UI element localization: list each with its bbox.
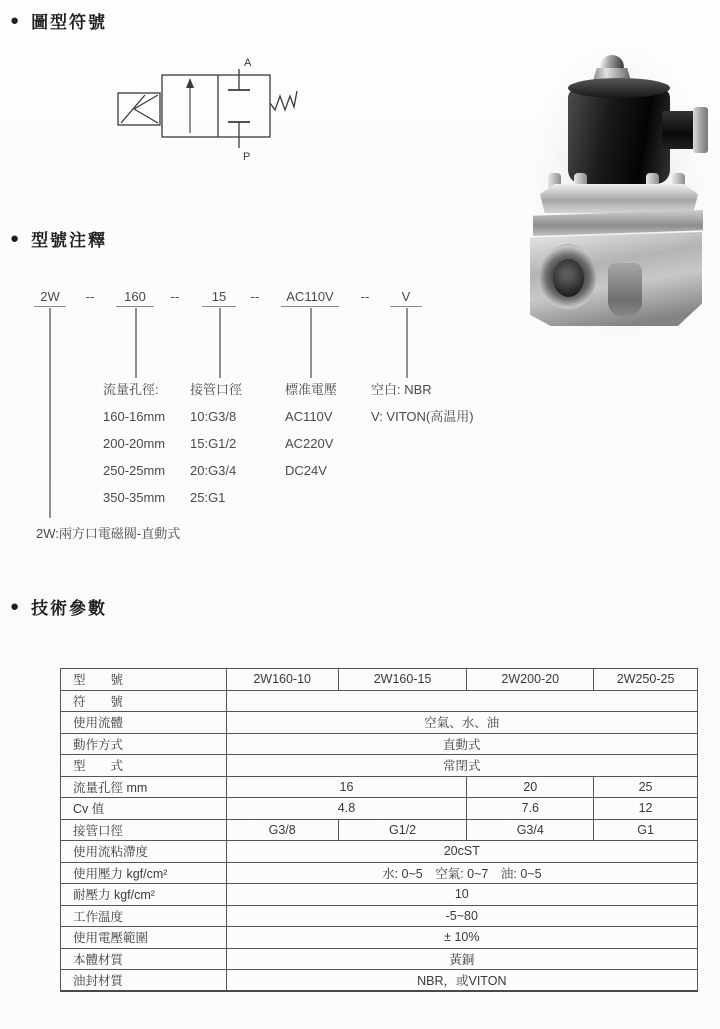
table-row [61, 798, 698, 820]
port-a-label: A [244, 57, 252, 69]
spec-row-label: 流量孔徑 mm [61, 776, 227, 798]
table-row [61, 690, 698, 712]
spec-row-label: 本體材質 [61, 948, 227, 970]
spec-cell: G3/4 [467, 819, 594, 841]
legend-header: 接管口徑 [190, 382, 243, 397]
valve-bonnet [540, 184, 698, 213]
spec-cell: 2W160-10 [226, 669, 338, 691]
cable-gland-cap [693, 107, 708, 153]
spec-row-label: 型 號 [61, 669, 227, 691]
model-part-orifice: 160 [116, 289, 154, 307]
threaded-port-bore [553, 259, 584, 297]
spec-row-label: 耐壓力 kgf/cm² [61, 884, 227, 906]
legend-item: 25:G1 [190, 490, 226, 505]
spec-cell: 10 [226, 884, 697, 906]
legend-header: 標准電壓 [285, 382, 338, 397]
model-part-port: 15 [202, 289, 236, 307]
legend-item: 20:G3/4 [190, 463, 237, 478]
schematic-svg [100, 45, 330, 175]
table-row [61, 819, 698, 841]
legend-header: 流量孔徑: [103, 382, 159, 397]
spec-cell: 直動式 [226, 733, 697, 755]
spec-cell: 12 [594, 798, 698, 820]
model-part-2w: 2W [34, 289, 66, 307]
spec-cell: 20 [467, 776, 594, 798]
table-row [61, 905, 698, 927]
spec-table [60, 668, 698, 992]
spec-row-label: 型 式 [61, 755, 227, 777]
section-title-text: 圖型符號 [31, 13, 108, 32]
legend-item: AC110V [285, 409, 333, 424]
spec-cell: 7.6 [467, 798, 594, 820]
legend-item: 160-16mm [103, 409, 166, 424]
model-separator: -- [85, 289, 95, 304]
spec-cell: 黃銅 [226, 948, 697, 970]
table-row [61, 755, 698, 777]
spec-row-label: 使用流體 [61, 712, 227, 734]
connector-line [219, 308, 221, 378]
model-code-footnote: 2W:兩方口電磁閥-直動式 [36, 526, 181, 541]
model-separator: -- [250, 289, 260, 304]
spec-row-label: 動作方式 [61, 733, 227, 755]
section-title-text: 型號注釋 [31, 231, 108, 250]
spec-row-label: 接管口徑 [61, 819, 227, 841]
model-part-seal: V [390, 289, 422, 307]
spec-cell: 4.8 [226, 798, 467, 820]
spec-cell: 水: 0~5 空氣: 0~7 油: 0~5 [226, 862, 697, 884]
spec-cell: G1 [594, 819, 698, 841]
spring-symbol [270, 91, 297, 110]
spec-row-label: Cv 值 [61, 798, 227, 820]
spec-row-label: 使用流粘滯度 [61, 841, 227, 863]
valve-body-symbol [162, 75, 270, 137]
section-title-text: 技術參數 [31, 599, 108, 618]
model-separator: -- [170, 289, 180, 304]
connector-line [310, 308, 312, 378]
spec-cell: 空氣、水、油 [226, 712, 697, 734]
model-part-voltage: AC110V [281, 289, 339, 307]
legend-item: 250-25mm [103, 463, 166, 478]
table-row [61, 733, 698, 755]
spec-cell: 常閉式 [226, 755, 697, 777]
spec-row-label: 使用電壓範圍 [61, 927, 227, 949]
spec-cell: -5~80 [226, 905, 697, 927]
table-row [61, 712, 698, 734]
table-row [61, 927, 698, 949]
spec-cell: 2W160-15 [338, 669, 467, 691]
table-row [61, 776, 698, 798]
bullet-icon: ● [10, 598, 22, 615]
table-row [61, 884, 698, 906]
connector-line [135, 308, 137, 378]
section-title-specs [10, 594, 107, 619]
legend-voltage [285, 376, 337, 484]
legend-item: AC220V [285, 436, 334, 451]
spec-row-label: 工作温度 [61, 905, 227, 927]
spec-cell: ± 10% [226, 927, 697, 949]
legend-item: DC24V [285, 463, 327, 478]
spec-cell: G3/8 [226, 819, 338, 841]
product-photo [528, 45, 710, 337]
table-row [61, 862, 698, 884]
legend-seal-material [371, 376, 474, 430]
table-row [61, 669, 698, 691]
table-row [61, 948, 698, 970]
legend-item: V: VITON(高温用) [371, 409, 474, 424]
legend-port-size [190, 376, 242, 511]
legend-item: 200-20mm [103, 436, 166, 451]
bullet-icon: ● [10, 12, 22, 29]
table-row [61, 841, 698, 863]
valve-coil [568, 88, 670, 184]
spec-row-label: 符 號 [61, 690, 227, 712]
spec-cell: NBR，或VITON [226, 970, 697, 992]
model-separator: -- [360, 289, 370, 304]
legend-header: 空白: NBR [371, 382, 432, 397]
connector-line [406, 308, 408, 378]
connector-line [49, 308, 51, 518]
spec-cell: 2W250-25 [594, 669, 698, 691]
table-row [61, 970, 698, 992]
valve-body-recess [608, 263, 642, 317]
valve-coil-top [568, 78, 670, 98]
arrow-up-icon [186, 78, 194, 88]
port-p-label: P [243, 151, 251, 163]
spec-cell: 2W200-20 [467, 669, 594, 691]
section-title-symbol [10, 8, 107, 33]
spec-row-label: 油封材質 [61, 970, 227, 992]
legend-item: 350-35mm [103, 490, 166, 505]
spec-cell: G1/2 [338, 819, 467, 841]
spec-cell: 25 [594, 776, 698, 798]
spec-cell [226, 690, 697, 712]
legend-orifice [103, 376, 165, 511]
bullet-icon: ● [10, 230, 22, 247]
spec-cell: 16 [226, 776, 467, 798]
legend-item: 15:G1/2 [190, 436, 237, 451]
valve-schematic-diagram [100, 45, 330, 180]
section-title-model [10, 226, 107, 251]
spec-cell: 20cST [226, 841, 697, 863]
spec-row-label: 使用壓力 kgf/cm² [61, 862, 227, 884]
legend-item: 10:G3/8 [190, 409, 237, 424]
